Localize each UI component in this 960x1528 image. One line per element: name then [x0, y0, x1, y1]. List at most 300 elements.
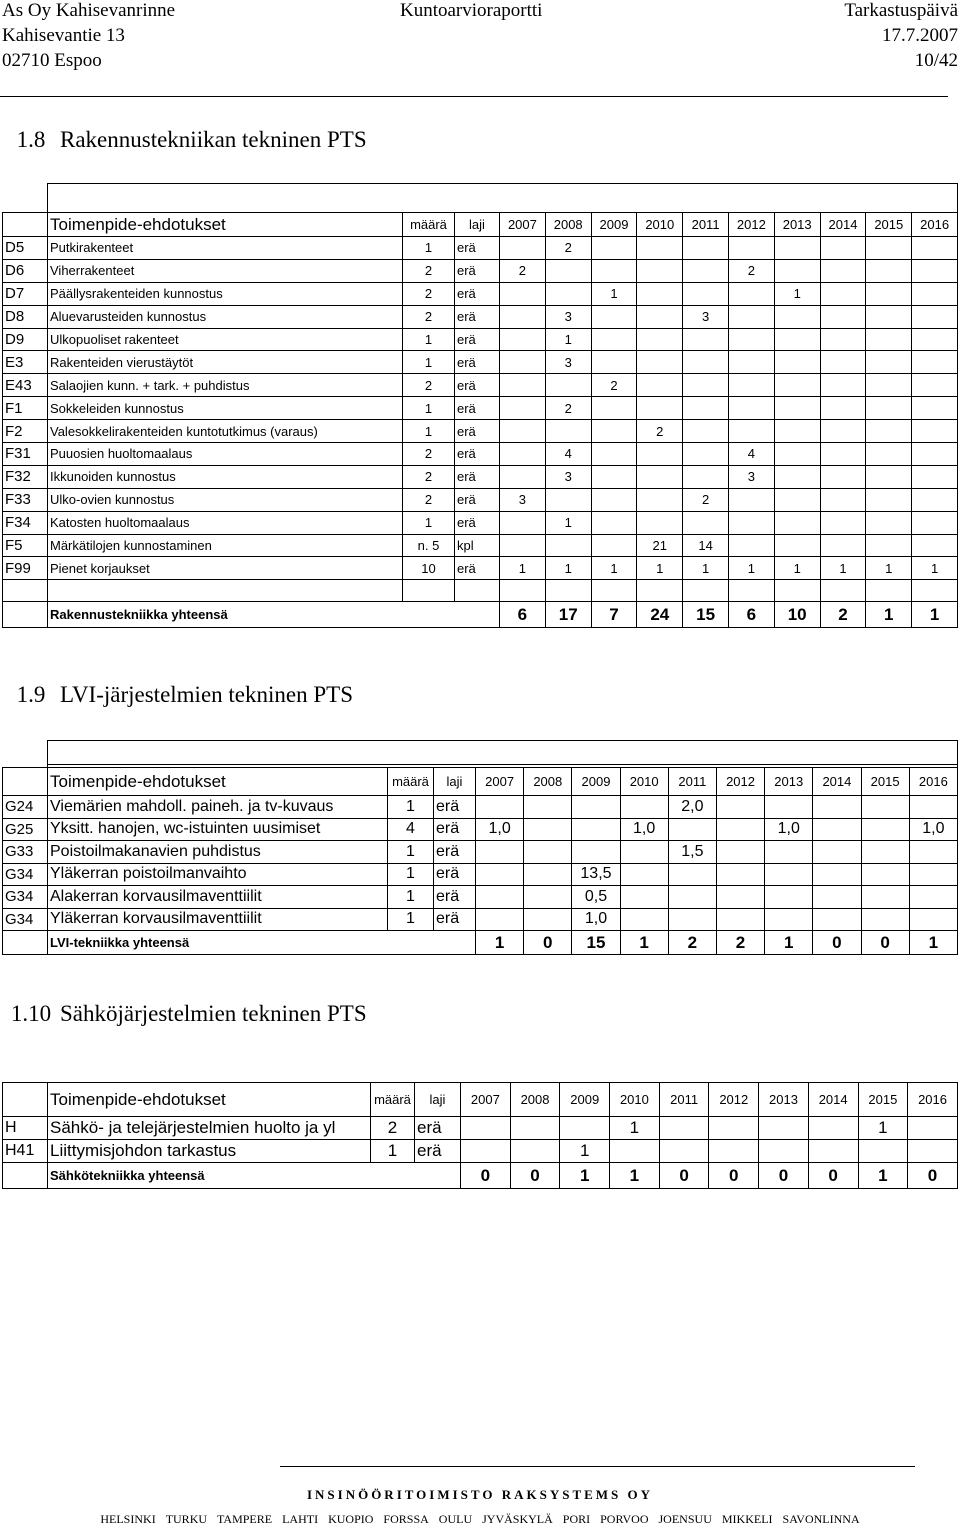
col-header-year: 2016 [912, 213, 958, 237]
footer-city: TAMPERE [217, 1512, 273, 1526]
row-year-value [866, 351, 912, 374]
col-header-year: 2013 [765, 768, 813, 796]
row-maara: 2 [403, 374, 455, 397]
total-year-value: 1 [912, 602, 958, 628]
row-laji: erä [455, 488, 500, 511]
row-year-value [668, 908, 716, 931]
row-year-value [545, 374, 591, 397]
total-year-value: 1 [560, 1163, 610, 1189]
section-number: 1.9 [16, 682, 46, 707]
row-maara: 1 [403, 328, 455, 351]
total-year-value: 2 [668, 931, 716, 955]
footer-city: JOENSUU [658, 1512, 712, 1526]
row-year-value [476, 841, 524, 864]
table-row [3, 488, 958, 511]
col-header-year: 2012 [709, 1083, 759, 1117]
row-code: F99 [3, 557, 48, 580]
row-year-value [820, 328, 866, 351]
row-year-value [591, 488, 637, 511]
total-year-value: 15 [572, 931, 620, 955]
row-code: D9 [3, 328, 48, 351]
row-year-value [524, 818, 572, 841]
row-year-value [500, 420, 546, 443]
row-maara: 2 [371, 1117, 415, 1140]
row-laji: erä [434, 818, 476, 841]
row-code: H41 [3, 1140, 48, 1163]
row-year-value [861, 886, 909, 909]
col-header-laji: laji [415, 1083, 461, 1117]
row-year-value [820, 374, 866, 397]
row-year-value: 3 [728, 465, 774, 488]
row-year-value [476, 863, 524, 886]
row-name: Rakenteiden vierustäytöt [48, 351, 403, 374]
row-year-value [808, 1117, 858, 1140]
row-code: F5 [3, 534, 48, 557]
row-year-value [500, 511, 546, 534]
section-heading-1-9 [2, 682, 353, 708]
row-maara: 1 [403, 397, 455, 420]
row-year-value [500, 443, 546, 466]
row-year-value [476, 908, 524, 931]
col-header-year: 2015 [866, 213, 912, 237]
row-year-value: 1 [866, 557, 912, 580]
row-code: G34 [3, 908, 48, 931]
row-year-value [912, 443, 958, 466]
row-year-value [500, 534, 546, 557]
row-year-value [620, 886, 668, 909]
row-year-value [866, 397, 912, 420]
row-name: Sähkö- ja telejärjestelmien huolto ja yl [48, 1117, 371, 1140]
total-row [3, 931, 958, 955]
col-header-year: 2016 [909, 768, 957, 796]
row-code: G33 [3, 841, 48, 864]
row-year-value [765, 841, 813, 864]
row-code: D6 [3, 259, 48, 282]
row-year-value [866, 534, 912, 557]
col-header-toimenpide: Toimenpide-ehdotukset [48, 213, 403, 237]
col-header-year: 2013 [759, 1083, 809, 1117]
table-row [3, 282, 958, 305]
row-year-value [861, 841, 909, 864]
table-row [3, 863, 958, 886]
row-year-value [820, 488, 866, 511]
row-year-value [637, 511, 683, 534]
row-year-value: 1 [774, 282, 820, 305]
row-year-value [545, 534, 591, 557]
row-code: E43 [3, 374, 48, 397]
total-year-value: 24 [637, 602, 683, 628]
header-line-3 [0, 50, 960, 74]
row-maara: 1 [403, 511, 455, 534]
row-laji: kpl [455, 534, 500, 557]
row-year-value: 1 [912, 557, 958, 580]
row-code: E3 [3, 351, 48, 374]
row-year-value [659, 1117, 709, 1140]
row-year-value [866, 305, 912, 328]
row-year-value [683, 443, 729, 466]
row-code: F31 [3, 443, 48, 466]
page-number: 10/42 [914, 50, 958, 71]
row-year-value: 1,0 [476, 818, 524, 841]
footer-divider [280, 1466, 915, 1467]
row-laji: erä [455, 443, 500, 466]
col-header-year: 2008 [545, 213, 591, 237]
row-year-value [476, 796, 524, 819]
col-header-year: 2011 [659, 1083, 709, 1117]
row-year-value: 1 [610, 1117, 660, 1140]
total-year-value: 7 [591, 602, 637, 628]
table-row [3, 908, 958, 931]
row-maara: 1 [388, 886, 434, 909]
total-label: LVI-tekniikka yhteensä [48, 931, 476, 955]
table-row [3, 796, 958, 819]
col-header-year: 2016 [908, 1083, 958, 1117]
row-year-value: 1 [545, 328, 591, 351]
row-year-value [728, 282, 774, 305]
row-year-value [866, 420, 912, 443]
section-title: Rakennustekniikan tekninen PTS [60, 127, 367, 152]
col-header-laji: laji [455, 213, 500, 237]
row-year-value [813, 863, 861, 886]
row-year-value [909, 908, 957, 931]
table-row [3, 397, 958, 420]
table-row [3, 886, 958, 909]
row-year-value [912, 397, 958, 420]
row-maara: 1 [403, 237, 455, 260]
row-year-value [774, 259, 820, 282]
total-year-value: 17 [545, 602, 591, 628]
col-header-year: 2008 [524, 768, 572, 796]
row-code: F2 [3, 420, 48, 443]
footer-city: SAVONLINNA [782, 1512, 860, 1526]
col-header-year: 2007 [461, 1083, 511, 1117]
row-year-value [774, 351, 820, 374]
row-year-value [820, 511, 866, 534]
total-year-value: 2 [716, 931, 764, 955]
pts-table [2, 183, 958, 628]
row-year-value [461, 1140, 511, 1163]
row-name: Päällysrakenteiden kunnostus [48, 282, 403, 305]
row-name: Sokkeleiden kunnostus [48, 397, 403, 420]
row-year-value [908, 1140, 958, 1163]
report-name: Kuntoarvioraportti [400, 0, 543, 21]
row-name: Poistoilmakanavien puhdistus [48, 841, 388, 864]
row-year-value [461, 1117, 511, 1140]
row-year-value: 2 [500, 259, 546, 282]
row-maara: 1 [388, 841, 434, 864]
col-header-year: 2009 [591, 213, 637, 237]
row-year-value [765, 886, 813, 909]
row-year-value: 1 [637, 557, 683, 580]
row-year-value [774, 420, 820, 443]
row-year-value [716, 841, 764, 864]
row-laji: erä [455, 420, 500, 443]
row-year-value [728, 351, 774, 374]
col-header-year: 2014 [808, 1083, 858, 1117]
table-row [3, 511, 958, 534]
header-row [3, 213, 958, 237]
section-title: LVI-järjestelmien tekninen PTS [60, 682, 353, 707]
total-year-value: 0 [510, 1163, 560, 1189]
row-year-value [683, 351, 729, 374]
row-year-value [912, 237, 958, 260]
row-laji: erä [455, 351, 500, 374]
row-year-value [820, 397, 866, 420]
row-year-value [820, 465, 866, 488]
col-header-maara: määrä [403, 213, 455, 237]
row-code: G34 [3, 863, 48, 886]
row-year-value [620, 841, 668, 864]
total-year-value: 0 [759, 1163, 809, 1189]
col-header-year: 2011 [683, 213, 729, 237]
row-laji: erä [455, 282, 500, 305]
row-year-value: 2 [591, 374, 637, 397]
row-year-value: 1 [545, 557, 591, 580]
row-year-value [728, 237, 774, 260]
col-header-year: 2012 [728, 213, 774, 237]
row-year-value [620, 908, 668, 931]
row-maara: 1 [403, 351, 455, 374]
row-year-value: 1 [545, 511, 591, 534]
row-maara: 1 [403, 420, 455, 443]
row-year-value [668, 818, 716, 841]
row-year-value [765, 908, 813, 931]
row-year-value [774, 305, 820, 328]
row-year-value [909, 886, 957, 909]
row-year-value: 3 [683, 305, 729, 328]
row-year-value [637, 259, 683, 282]
row-year-value: 1 [820, 557, 866, 580]
footer-city: OULU [438, 1512, 473, 1526]
row-year-value [728, 374, 774, 397]
row-laji: erä [415, 1117, 461, 1140]
row-year-value [909, 863, 957, 886]
row-year-value [716, 796, 764, 819]
row-year-value [861, 863, 909, 886]
total-year-value: 0 [861, 931, 909, 955]
row-maara: 10 [403, 557, 455, 580]
row-name: Viherrakenteet [48, 259, 403, 282]
row-year-value [620, 796, 668, 819]
row-year-value [610, 1140, 660, 1163]
row-year-value [820, 534, 866, 557]
col-header-year: 2014 [813, 768, 861, 796]
row-year-value: 2 [545, 397, 591, 420]
row-year-value [500, 374, 546, 397]
row-year-value [774, 237, 820, 260]
col-header-year: 2011 [668, 768, 716, 796]
section-heading-1-8 [2, 127, 367, 153]
row-laji: erä [434, 841, 476, 864]
row-laji: erä [455, 397, 500, 420]
row-year-value [572, 841, 620, 864]
total-year-value: 1 [476, 931, 524, 955]
row-year-value [861, 818, 909, 841]
row-year-value [912, 488, 958, 511]
row-year-value: 1,0 [620, 818, 668, 841]
row-year-value [820, 443, 866, 466]
row-year-value [591, 351, 637, 374]
row-code: G25 [3, 818, 48, 841]
row-name: Pienet korjaukset [48, 557, 403, 580]
row-year-value [813, 908, 861, 931]
row-year-value: 1,0 [572, 908, 620, 931]
table-row [3, 305, 958, 328]
row-year-value [709, 1117, 759, 1140]
row-year-value [774, 374, 820, 397]
row-year-value: 2 [545, 237, 591, 260]
row-year-value [637, 305, 683, 328]
row-year-value [774, 511, 820, 534]
row-year-value [716, 908, 764, 931]
row-maara: 4 [388, 818, 434, 841]
row-year-value [637, 328, 683, 351]
total-year-value: 1 [620, 931, 668, 955]
row-year-value [591, 259, 637, 282]
col-header-maara: määrä [371, 1083, 415, 1117]
row-year-value: 1 [591, 282, 637, 305]
col-header-year: 2015 [858, 1083, 908, 1117]
row-laji: erä [455, 305, 500, 328]
row-year-value [728, 397, 774, 420]
table-row [3, 443, 958, 466]
row-year-value: 1,0 [765, 818, 813, 841]
total-year-value: 0 [808, 1163, 858, 1189]
row-laji: erä [455, 237, 500, 260]
row-name: Salaojien kunn. + tark. + puhdistus [48, 374, 403, 397]
col-header-toimenpide: Toimenpide-ehdotukset [48, 768, 388, 796]
table-row [3, 1117, 958, 1140]
section-number: 1.10 [10, 1001, 52, 1026]
pts-table [2, 1082, 958, 1189]
row-year-value: 1 [591, 557, 637, 580]
row-year-value [524, 796, 572, 819]
row-year-value [637, 237, 683, 260]
row-year-value [861, 908, 909, 931]
row-year-value [774, 534, 820, 557]
row-maara: 2 [403, 259, 455, 282]
row-year-value: 2 [683, 488, 729, 511]
row-year-value [728, 420, 774, 443]
row-year-value: 1 [500, 557, 546, 580]
row-year-value [545, 420, 591, 443]
row-laji: erä [455, 557, 500, 580]
row-maara: n. 5 [403, 534, 455, 557]
col-header-year: 2010 [620, 768, 668, 796]
row-year-value [659, 1140, 709, 1163]
row-laji: erä [455, 511, 500, 534]
section-title: Sähköjärjestelmien tekninen PTS [60, 1001, 367, 1026]
row-year-value [912, 282, 958, 305]
row-year-value: 2 [728, 259, 774, 282]
row-name: Yläkerran poistoilmanvaihto [48, 863, 388, 886]
row-year-value [908, 1117, 958, 1140]
col-header-laji: laji [434, 768, 476, 796]
row-year-value [620, 863, 668, 886]
blank-row [3, 580, 958, 602]
row-year-value [820, 259, 866, 282]
row-year-value [591, 237, 637, 260]
row-year-value [560, 1117, 610, 1140]
row-name: Puuosien huoltomaalaus [48, 443, 403, 466]
row-year-value [545, 282, 591, 305]
blank-row [3, 184, 958, 213]
row-year-value [765, 796, 813, 819]
row-year-value [774, 488, 820, 511]
total-year-value: 1 [610, 1163, 660, 1189]
row-year-value [591, 305, 637, 328]
total-year-value: 1 [909, 931, 957, 955]
row-year-value [912, 328, 958, 351]
pts-table [2, 740, 958, 955]
row-name: Katosten huoltomaalaus [48, 511, 403, 534]
row-year-value [683, 328, 729, 351]
row-year-value [909, 796, 957, 819]
row-code: G34 [3, 886, 48, 909]
row-year-value [524, 841, 572, 864]
row-laji: erä [415, 1140, 461, 1163]
row-laji: erä [455, 374, 500, 397]
row-code: G24 [3, 796, 48, 819]
section-number: 1.8 [16, 127, 46, 152]
row-year-value [476, 886, 524, 909]
row-year-value [591, 465, 637, 488]
row-year-value [866, 465, 912, 488]
total-year-value: 0 [524, 931, 572, 955]
row-year-value [912, 511, 958, 534]
row-code: D5 [3, 237, 48, 260]
row-year-value [912, 465, 958, 488]
row-year-value [866, 488, 912, 511]
header-divider [0, 96, 948, 97]
row-year-value [912, 534, 958, 557]
col-header-year: 2013 [774, 213, 820, 237]
row-year-value [637, 374, 683, 397]
company-name: As Oy Kahisevanrinne [2, 0, 176, 21]
inspection-date: 17.7.2007 [882, 25, 958, 46]
row-year-value [866, 328, 912, 351]
footer-city: LAHTI [282, 1512, 319, 1526]
row-name: Aluevarusteiden kunnostus [48, 305, 403, 328]
table-row [3, 374, 958, 397]
inspection-label: Tarkastuspäivä [844, 0, 958, 21]
row-year-value [912, 259, 958, 282]
row-year-value [500, 237, 546, 260]
footer-city: TURKU [165, 1512, 208, 1526]
row-year-value [545, 259, 591, 282]
total-year-value: 2 [820, 602, 866, 628]
row-year-value [912, 305, 958, 328]
row-year-value [572, 796, 620, 819]
row-year-value [813, 886, 861, 909]
row-year-value [765, 863, 813, 886]
row-year-value [500, 465, 546, 488]
row-year-value [637, 443, 683, 466]
row-name: Märkätilojen kunnostaminen [48, 534, 403, 557]
row-code: D8 [3, 305, 48, 328]
col-header-year: 2007 [500, 213, 546, 237]
row-code: F1 [3, 397, 48, 420]
row-code: F33 [3, 488, 48, 511]
row-year-value [813, 841, 861, 864]
header-row [3, 1083, 958, 1117]
row-year-value: 1 [728, 557, 774, 580]
row-year-value: 1,5 [668, 841, 716, 864]
total-year-value: 0 [659, 1163, 709, 1189]
row-year-value [909, 841, 957, 864]
row-year-value: 14 [683, 534, 729, 557]
address: Kahisevantie 13 [2, 25, 125, 46]
